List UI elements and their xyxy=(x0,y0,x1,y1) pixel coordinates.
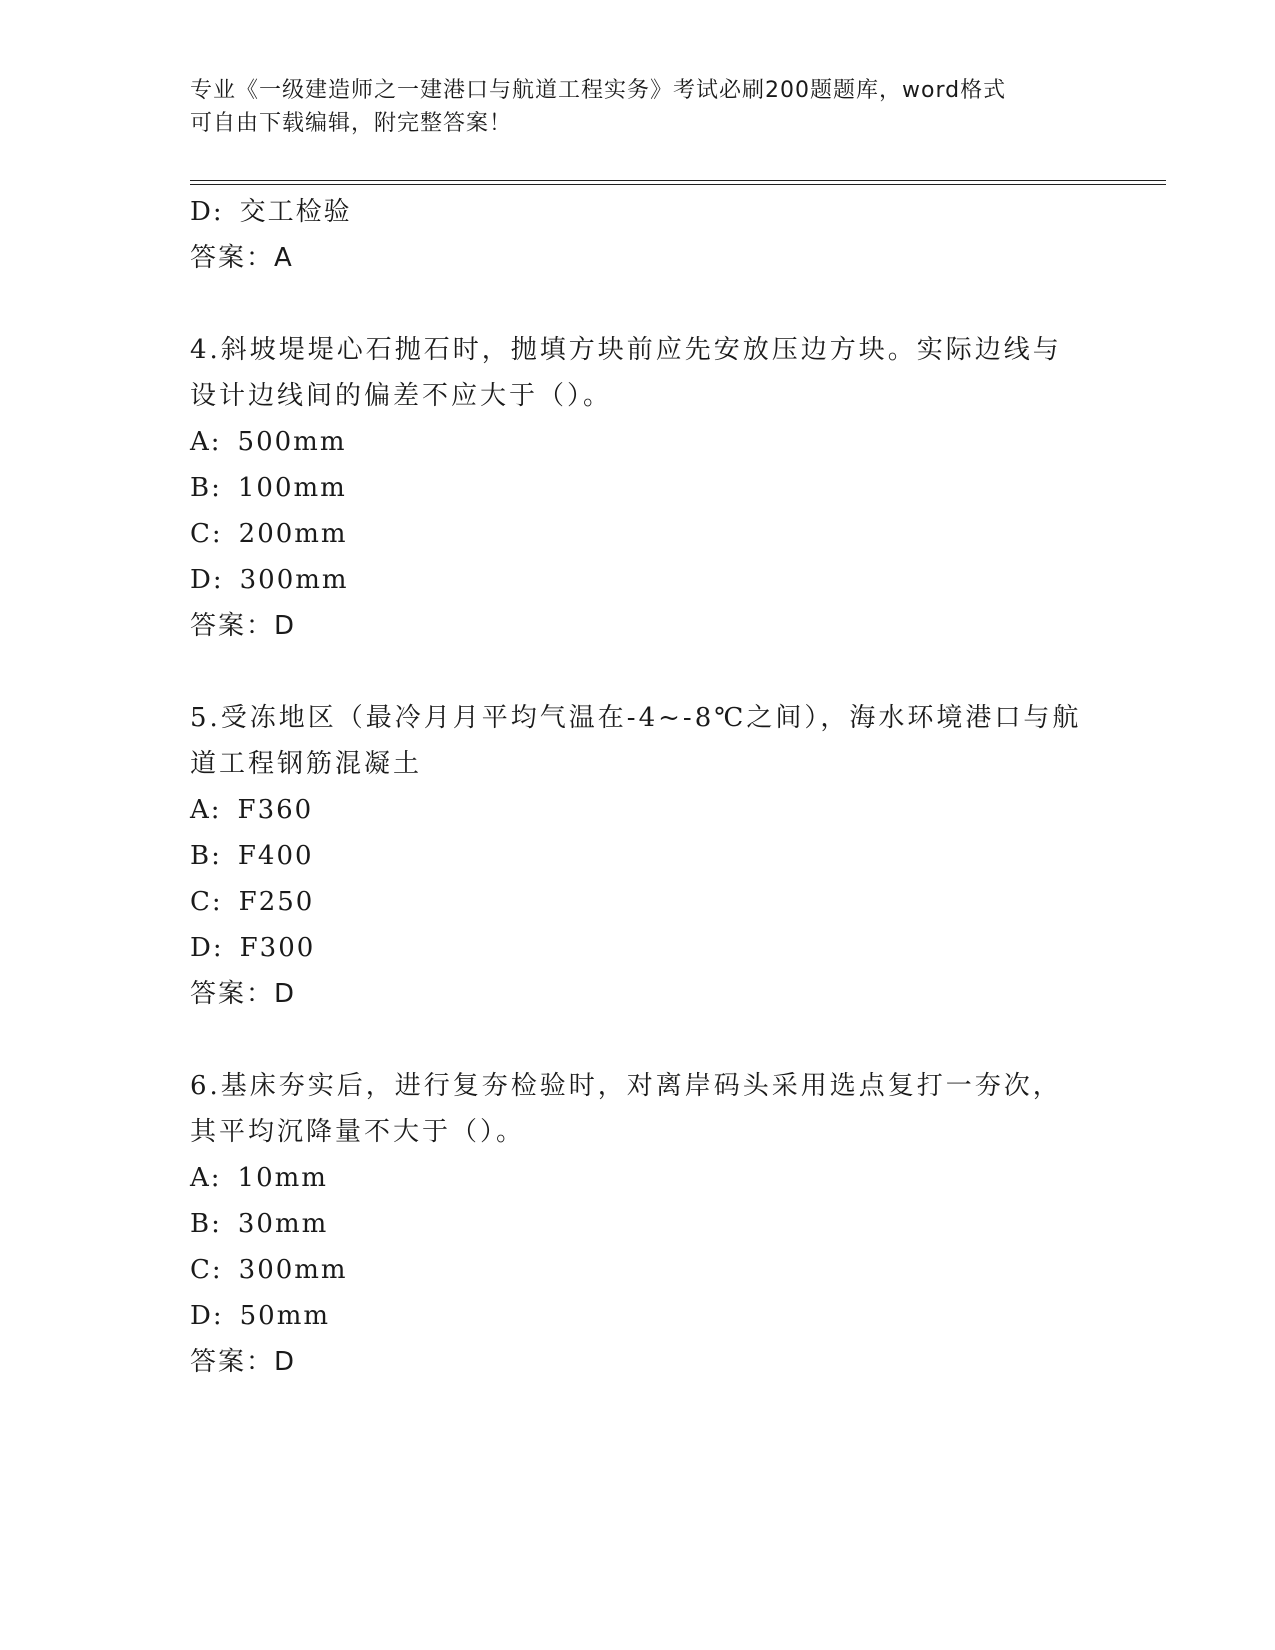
option-value: F400 xyxy=(237,841,314,871)
question-text-line-1: 5.受冻地区（最冷月月平均气温在-4~-8℃之间），海水环境港口与航 xyxy=(190,703,1082,733)
answer-line: 答案：D xyxy=(190,1347,297,1377)
question-text-line-2: 设计边线间的偏差不应大于（）。 xyxy=(190,381,613,411)
option-value: F300 xyxy=(239,933,316,963)
option-label: C: xyxy=(190,519,223,549)
option-value: 50mm xyxy=(239,1301,331,1331)
option-b xyxy=(190,833,1090,879)
option-label: C: xyxy=(190,887,223,917)
question-text-line-1: 4.斜坡堤堤心石抛石时，抛填方块前应先安放压边方块。实际边线与 xyxy=(190,335,1062,365)
option-a xyxy=(190,419,1090,465)
option-label: B: xyxy=(190,473,222,503)
option-label: D: xyxy=(190,1301,224,1331)
carryover-answer: 答案：A xyxy=(190,243,294,273)
option-d xyxy=(190,557,1090,603)
option-b xyxy=(190,1201,1090,1247)
option-value: 交工检验 xyxy=(239,197,352,227)
option-value: 300mm xyxy=(238,1255,348,1285)
option-label: D: xyxy=(190,565,224,595)
option-label: B: xyxy=(190,841,222,871)
carryover-option-d xyxy=(190,189,1090,235)
option-label: C: xyxy=(190,1255,223,1285)
option-value: 30mm xyxy=(237,1209,329,1239)
question-text-line-2: 道工程钢筋混凝土 xyxy=(190,749,423,779)
header-line-2: 可自由下载编辑，附完整答案！ xyxy=(190,111,513,136)
option-a xyxy=(190,787,1090,833)
question-list xyxy=(190,189,1090,1385)
option-label: A: xyxy=(190,795,222,825)
option-value: 100mm xyxy=(237,473,347,503)
question-6 xyxy=(190,1063,1090,1385)
option-value: 200mm xyxy=(238,519,348,549)
spacer xyxy=(190,649,1090,695)
option-value: F360 xyxy=(237,795,314,825)
question-text-line-2: 其平均沉降量不大于（）。 xyxy=(190,1117,526,1147)
option-d xyxy=(190,1293,1090,1339)
header-divider-bottom xyxy=(190,184,1166,185)
header-divider-top xyxy=(190,180,1166,181)
option-c xyxy=(190,1247,1090,1293)
option-b xyxy=(190,465,1090,511)
option-c xyxy=(190,511,1090,557)
option-value: 10mm xyxy=(237,1163,328,1193)
option-value: F250 xyxy=(238,887,315,917)
option-label: D: xyxy=(190,933,224,963)
option-label: D: xyxy=(190,197,224,227)
option-label: B: xyxy=(190,1209,222,1239)
answer-line: 答案：D xyxy=(190,611,297,641)
option-value: 500mm xyxy=(237,427,347,457)
option-a xyxy=(190,1155,1090,1201)
document-header xyxy=(190,74,1090,140)
question-4 xyxy=(190,327,1090,649)
option-label: A: xyxy=(190,1163,222,1193)
option-value: 300mm xyxy=(239,565,349,595)
answer-line: 答案：D xyxy=(190,979,297,1009)
option-c xyxy=(190,879,1090,925)
option-d xyxy=(190,925,1090,971)
question-text-line-1: 6.基床夯实后，进行复夯检验时，对离岸码头采用选点复打一夯次， xyxy=(190,1071,1062,1101)
header-line-1: 专业《一级建造师之一建港口与航道工程实务》考试必刷200题题库，word格式 xyxy=(190,78,1007,103)
option-label: A: xyxy=(190,427,222,457)
question-5 xyxy=(190,695,1090,1017)
spacer xyxy=(190,1017,1090,1063)
spacer xyxy=(190,281,1090,327)
